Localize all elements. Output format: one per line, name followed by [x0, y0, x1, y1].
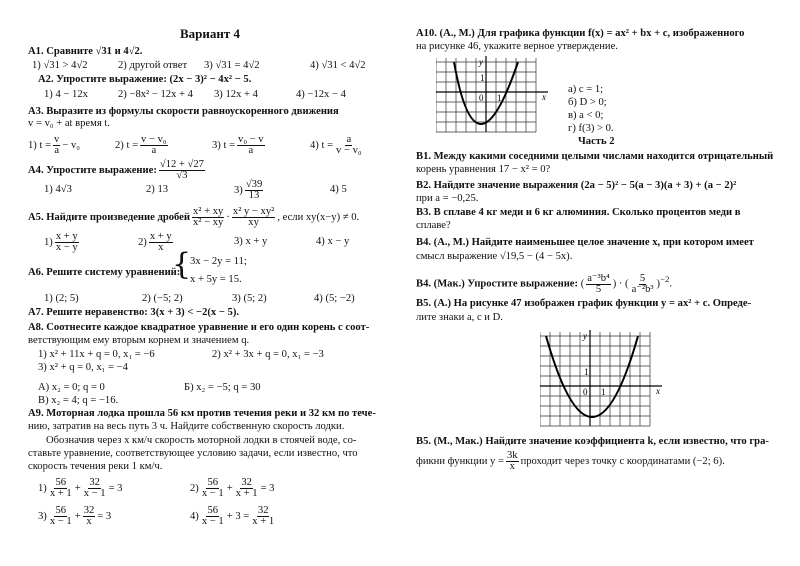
- a2-question: А2. Упростите выражение: (2x − 3)² − 4x² − 5.: [38, 74, 252, 85]
- b1-line-2: корень уравнения 17 − x² = 0?: [416, 164, 551, 175]
- a1-option-4: 4) √31 < 4√2: [310, 60, 366, 71]
- figure-46-x-label: x: [542, 92, 546, 102]
- figure-46-y-label: y: [479, 57, 483, 67]
- a8-answer-v: В) x₂ = 4; q = −16.: [38, 395, 119, 406]
- a9-line-4: ставьте уравнение, соответствующее условию задачи, если известно, что: [28, 448, 358, 459]
- a6-option-1: 1) (2; 5): [44, 293, 79, 304]
- a9-option-2: 2) $\frac{56}{x - 1}$ + $\frac{32}{x + 1}$ = 3: [190, 477, 275, 499]
- a6-brace: {: [172, 247, 192, 282]
- b5-line-1: В5. (А.) На рисунке 47 изображен график функции y = ax² + c. Опреде-: [416, 298, 752, 309]
- a3-option-1: 1) t = $\frac{v}{a}$ − v₀: [28, 134, 80, 156]
- a2-option-2: 2) −8x² − 12x + 4: [118, 89, 193, 100]
- a1-option-2: 2) другой ответ: [118, 60, 188, 71]
- a6-question: А6. Решите систему уравнений:: [28, 267, 181, 278]
- figure-46-one-x: 1: [497, 93, 502, 103]
- b5-line-2: лите знаки a, c и D.: [416, 312, 503, 323]
- a4-option-1: 1) 4√3: [44, 184, 72, 195]
- a4-option-4: 4) 5: [330, 184, 347, 195]
- a6-option-3: 3) (5; 2): [232, 293, 267, 304]
- a1-option-1: 1) √31 > 4√2: [32, 60, 88, 71]
- a8-question-1: А8. Соотнесите каждое квадратное уравнение и его один корень с соот-: [28, 322, 370, 333]
- a1-question: А1. Сравните √31 и 4√2.: [28, 46, 143, 57]
- b5-mak-line-2: фикни функции y = $\frac{3k}{x}$ проходит через точку с координатами (−2; 6).: [416, 450, 725, 472]
- b3-line-2: сплаве?: [416, 220, 451, 231]
- figure-47-one-y: 1: [584, 367, 589, 377]
- figure-46-one-y: 1: [480, 73, 485, 83]
- b3-line-1: В3. В сплаве 4 кг меди и 6 кг алюминия. Сколько процентов меди в: [416, 207, 741, 218]
- b5-mak-line-1: В5. (М., Мак.) Найдите значение коэффициента k, если известно, что гра-: [416, 436, 769, 447]
- a9-option-3: 3) $\frac{56}{x - 1}$ + $\frac{32}{x}$ = 3: [38, 505, 112, 527]
- b4-mak: В4. (Мак.) Упростите выражение: ( $\frac{\text{a⁻³b⁴}}{5}$ ) · ( $\frac{5}{\text{a⁻²b³}}$ )$^{-2}$.: [416, 272, 673, 295]
- a5-option-4: 4) x − y: [316, 236, 350, 247]
- a10-line-1: А10. (А., М.) Для графика функции f(x) = ax² + bx + c, изображенного: [416, 28, 745, 39]
- a1-option-3: 3) √31 = 4√2: [204, 60, 260, 71]
- a5-option-1: 1) $\frac{x + y}{x - y}$: [44, 231, 78, 253]
- a5-option-2: 2) $\frac{x + y}{x}$: [138, 231, 172, 253]
- a9-line-5: скорость течения реки 1 км/ч.: [28, 461, 163, 472]
- a9-line-2: нию, затратив на весь путь 3 ч. Найдите собственную скорость лодки.: [28, 421, 345, 432]
- a10-option-a: а) c = 1;: [568, 84, 604, 95]
- a9-option-4: 4) $\frac{56}{x - 1}$ + 3 = $\frac{32}{x + 1}$: [190, 505, 275, 527]
- b1-line-1: В1. Между какими соседними целыми числами находится отрицательный: [416, 151, 774, 162]
- a10-option-g: г) f(3) > 0.: [568, 123, 614, 134]
- b4-line-1: В4. (А., М.) Найдите наименьшее целое значение x, при котором имеет: [416, 237, 754, 248]
- variant-title: Вариант 4: [180, 26, 241, 41]
- a9-line-3: Обозначив через x км/ч скорость моторной лодки в стоячей воде, со-: [46, 435, 357, 446]
- figure-47-grid: [540, 332, 650, 426]
- a8-equation-2: 2) x² + 3x + q = 0, x₁ = −3: [212, 349, 324, 360]
- a8-question-2: ветствующим ему вторым корнем и значением q.: [28, 335, 250, 346]
- a10-option-v: в) a < 0;: [568, 110, 604, 121]
- a7-question: А7. Решите неравенство: 3(x + 3) < −2(x − 5).: [28, 307, 240, 318]
- a8-equation-1: 1) x² + 11x + q = 0, x₁ = −6: [38, 349, 155, 360]
- a2-option-1: 1) 4 − 12x: [44, 89, 88, 100]
- a3-question-1: А3. Выразите из формулы скорости равноускоренного движения: [28, 106, 339, 117]
- figure-47-x-label: x: [656, 386, 660, 396]
- a2-option-4: 4) −12x − 4: [296, 89, 346, 100]
- a3-question-2: v = v₀ + at время t.: [28, 118, 110, 129]
- a2-option-3: 3) 12x + 4: [214, 89, 258, 100]
- b2-line-2: при a = −0,25.: [416, 193, 479, 204]
- figure-46-graph: [436, 56, 552, 134]
- a9-option-1: 1) $\frac{56}{x + 1}$ + $\frac{32}{x - 1}$ = 3: [38, 477, 123, 499]
- figure-47-one-x: 1: [601, 387, 606, 397]
- a5-option-3: 3) x + y: [234, 236, 268, 247]
- a4-question: А4. Упростите выражение: $\frac{√12 + √27}{√3}$: [28, 159, 204, 181]
- a6-option-4: 4) (5; −2): [314, 293, 355, 304]
- b4-line-2: смысл выражение √19,5 − (4 − 5x).: [416, 251, 573, 262]
- a6-option-2: 2) (−5; 2): [142, 293, 183, 304]
- a6-equation-1: 3x − 2y = 11;: [190, 256, 247, 267]
- a8-answer-a: А) x₂ = 0; q = 0: [38, 382, 105, 393]
- a4-option-2: 2) 13: [146, 184, 169, 195]
- a10-option-b: б) D > 0;: [568, 97, 607, 108]
- a9-line-1: А9. Моторная лодка прошла 56 км против течения реки и 32 км по тече-: [28, 408, 376, 419]
- figure-47-graph: [540, 330, 666, 430]
- a5-question: А5. Найдите произведение дробей $\frac{\text{x² + xy}}{\text{x² − xy}}$ · $\frac{\text{x² y − xy²}}{xy}$ , если xy(x−y) ≠ 0.: [28, 206, 360, 228]
- a6-equation-2: x + 5y = 15.: [190, 274, 242, 285]
- a3-option-2: 2) t = $\frac{\text{v − v₀}}{a}$: [115, 134, 167, 156]
- a4-option-3: 3) $\frac{√39}{13}$: [234, 179, 263, 201]
- part-2-heading: Часть 2: [578, 136, 615, 147]
- a8-equation-3: 3) x² + q = 0, x₁ = −4: [38, 362, 128, 373]
- figure-47-y-label: y: [583, 331, 587, 341]
- figure-46-origin: 0: [479, 93, 484, 103]
- a10-line-2: на рисунке 46, укажите верное утверждение.: [416, 41, 618, 52]
- a3-option-3: 3) t = $\frac{\text{v₀ − v}}{a}$: [212, 134, 264, 156]
- b2-line-1: В2. Найдите значение выражения (2a − 5)² − 5(a − 3)(a + 3) + (a − 2)²: [416, 180, 737, 191]
- a8-answer-b: Б) x₂ = −5; q = 30: [184, 382, 261, 393]
- figure-47-origin: 0: [583, 387, 588, 397]
- a3-option-4: 4) t = $\frac{a}{\text{v − v₀}}$: [310, 134, 362, 156]
